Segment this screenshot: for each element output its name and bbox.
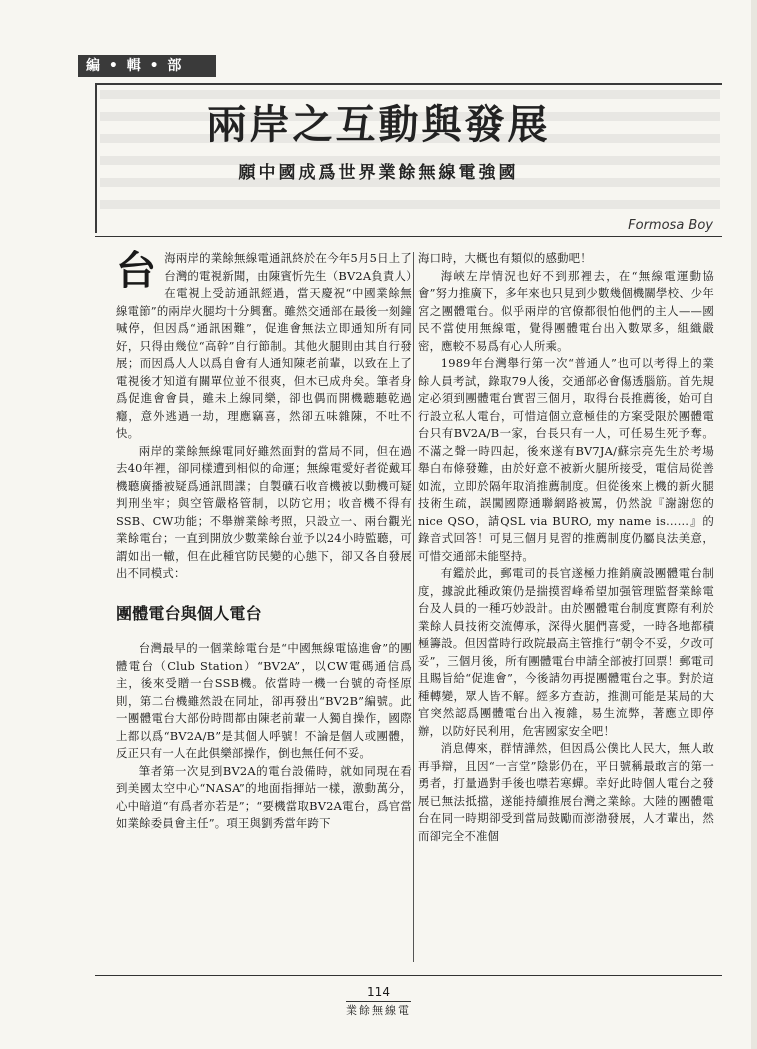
left-column [116, 250, 412, 960]
section-heading: 團體電台與個人電台 [116, 603, 262, 623]
article-subtitle: 願中國成爲世界業餘無線電強國 [238, 163, 519, 183]
paragraph-1: 台海兩岸的業餘無線電通訊終於在今年5月5日上了台灣的電視新聞，由陳賓忻先生（BV2A負責人）在電視上受訪通訊經過，當天慶祝“中國業餘無線電節”的兩岸火腿均十分興奮。雖然交通部在最後一刻鐘喊停，但因爲“通訊困難”，促進會無法立即通知所有同好，只得由幾位“高幹”自行節制。其他火腿則由其自行發展；而因爲人人以爲自會有人通知陳老前輩，以致在上了電視後才知道有關單位並不很爽，但木已成舟矣。筆者身爲促進會會員，雖未上線同樂，卻也偶而開機聽聽乾過癮，意外逃過一劫，理應竊喜，然卻五味雜陳，不吐不快。 [116, 250, 412, 440]
author-byline: Formosa Boy [628, 218, 713, 233]
paragraph-2: 兩岸的業餘無線電同好雖然面對的當局不同，但在過去40年裡，卻同樣遭到相似的命運；無線電愛好者從戴耳機聽廣播被疑爲通訊間諜；自製礦石收音機被以動機可疑判刑坐牢；與空管嚴格管制，以防它用；收音機不得有SSB、CW功能；不舉辦業餘考照，只設立一、兩台觀光業餘電台；一直到開放少數業餘台並予以24小時監聽，可謂如出一轍，但在此種官防民變的心態下，卻又各自發展出不同模式： [116, 443, 412, 580]
paragraph-r1: 海口時，大概也有類似的感動吧！ [418, 251, 592, 265]
paragraph-r2: 海峽左岸情況也好不到那裡去，在“無線電運動協會”努力推廣下，多年來也只見到少數幾個機關學校、少年宮之團體電台。似乎兩岸的官僚都很怕他們的主人——國民不當使用無線電，覺得團體電台出入數眾多，組織嚴密，應較不易爲有心人所乘。 [418, 268, 714, 353]
section-label: 編 • 輯 • 部 [78, 55, 216, 77]
magazine-name-text: 業餘無線電 [346, 1001, 411, 1017]
paragraph-r3: 1989年台灣舉行第一次“普通人”也可以考得上的業餘人員考試，錄取79人後，交通部必會傷透腦筋。首先規定必須到團體電台實習三個月，取得台長推薦後，始可自行設立私人電台，可惜這個立意極佳的方案受限於團體電台只有BV2A/B一家，台長只有一人，可任易生死予奪。不滿之聲一時四起，後來遂有BV7JA/蘇宗亮先生於考場舉白布條發難，由於好意不被新火腿所接受，電信局從善如流，立即於隔年取消推薦制度。但從後來上機的新火腿技術生疏，誤闖國際通聯網路被罵，仍然說『謝謝您的nice QSO，請QSL via BURO, my name is……』的錄音式回答！可見三個月見習的推薦制度仍屬良法美意，可惜交通部未能堅持。 [418, 356, 714, 563]
paragraph-r4: 有鑑於此，郵電司的長官遂極力推銷廣設團體電台制度，據說此種政策仍是揣摸習峰希望加强管理監督業餘電台及人員的一種巧妙設計。由於團體電台制度實際有利於業餘人員技術交流傳承，深得火腿們喜愛，一時各地都積極籌設。但因當時行政院最高主管推行“朝令不妥，夕改可妥”，三個月後，所有團體電台申請全部被打回票！郵電司且賜旨給“促進會”，今後請勿再提團體電台之事。對於這種轉變，眾人皆不解。經多方查訪，推測可能是某局的大官突然認爲團體電台出入複雜，易生流弊，著應立即停辦，以防好民利用，危害國家安全吧！ [418, 566, 714, 738]
column-divider [413, 252, 414, 962]
paragraph-r5: 消息傳來，群情譁然，但因爲公僕比人民大，無人敢再爭辯，且因“一言堂”陰影仍在，平日號稱最敢言的第一勇者，打量過對手後也噤若寒蟬。幸好此時個人電台之發展已無法抵擋，遂能持續推展台灣之業餘。大陸的團體電台在同一時期卻受到當局鼓勵而澎渤發展，人才輩出，然而卻完全不准個 [418, 741, 714, 843]
paragraph-4: 筆者第一次見到BV2A的電台設備時，就如同現在看到美國太空中心“NASA”的地面指揮站一樣，激動萬分，心中暗道“有爲者亦若是”；“要機當取BV2A電台，爲官當如業餘委員會主任”。項王與劉秀當年跨下 [116, 763, 412, 830]
paragraph-3: 台灣最早的一個業餘電台是“中國無線電協進會”的團體電台（Club Station）“BV2A”，以CW電碼通信爲主，後來受贈一台SSB機。依當時一機一台號的奇怪原則，第二台機雖然設在同址，卻再發出“BV2B”編號。此一團體電台大部份時間都由陳老前輩一人獨自操作，國際上都以爲“BV2A/B”是其個人呼號！不論是個人或團體，反正只有一人在此俱樂部操作，倒也無任何不妥。 [116, 641, 412, 760]
magazine-name [0, 1002, 757, 1018]
footer-divider [95, 975, 722, 976]
page-number: 114 [367, 985, 390, 999]
right-column [418, 250, 714, 960]
header-divider [95, 236, 722, 237]
article-title: 兩岸之互動與發展 [206, 102, 551, 148]
drop-cap: 台 [116, 250, 157, 294]
header-frame-top [95, 83, 722, 85]
